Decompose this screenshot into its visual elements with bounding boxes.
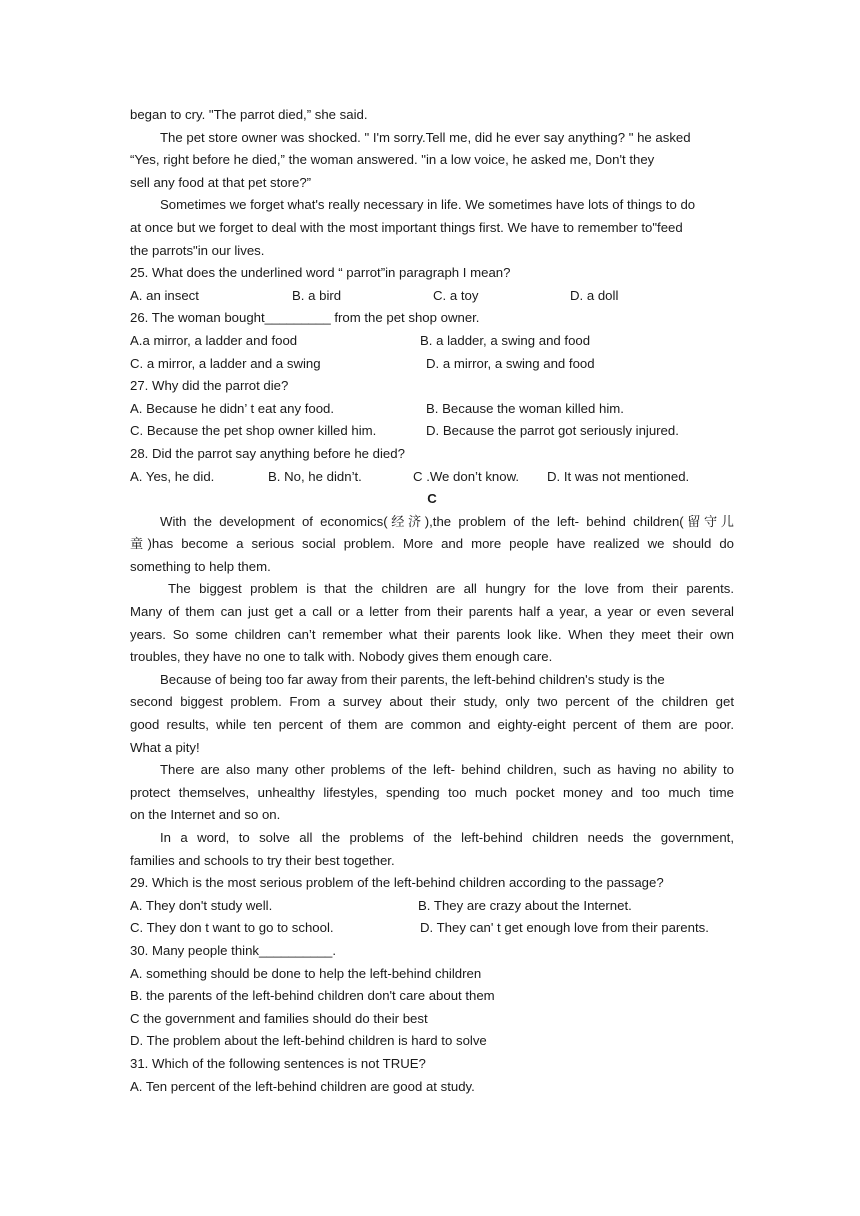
text-line: the parrots"in our lives.	[130, 242, 265, 258]
question-29-options	[130, 895, 734, 918]
question-30: 30. Many people think__________.	[130, 942, 337, 958]
option-d: D. a doll	[570, 287, 619, 303]
question-27-options	[130, 398, 734, 421]
question-27: 27. Why did the parrot die?	[130, 378, 289, 394]
question-26-options	[130, 353, 734, 376]
text-line: sell any food at that pet store?”	[130, 174, 312, 190]
question-25-options	[130, 285, 734, 308]
text-line: With the development of economics(经济),the problem of the left- behind children(留守儿	[160, 513, 734, 529]
text-line: began to cry. "The parrot died,” she said.	[130, 107, 368, 122]
text-line: In a word, to solve all the problems of the left-behind children needs the government,	[160, 830, 734, 845]
document-page	[130, 104, 734, 1098]
option-c: C .We don’t know.	[413, 468, 520, 484]
option-a: A. They don't study well.	[130, 897, 273, 913]
option-d: D. They can' t get enough love from their parents.	[420, 920, 709, 936]
text-line: “Yes, right before he died,” the woman answered. "in a low voice, he asked me, Don't they	[130, 152, 655, 168]
question-29-options	[130, 917, 734, 940]
option-d: D. It was not mentioned.	[547, 468, 690, 484]
text-line: Sometimes we forget what's really necessary in life. We sometimes have lots of things to do	[160, 197, 696, 213]
text-line: second biggest problem. From a survey about their study, only two percent of the children get	[130, 694, 734, 710]
option-a: A.a mirror, a ladder and food	[130, 332, 298, 348]
question-29: 29. Which is the most serious problem of the left-behind children according to the passage?	[130, 875, 664, 891]
option-c: C. Because the pet shop owner killed him.	[130, 423, 377, 439]
text-line: something to help them.	[130, 558, 271, 574]
question-28-options	[130, 466, 734, 489]
question-26-options	[130, 330, 734, 353]
question-28: 28. Did the parrot say anything before he died?	[130, 445, 405, 461]
section-heading: C	[427, 491, 437, 507]
option-c: C. a mirror, a ladder and a swing	[130, 355, 321, 371]
option-a: A. Ten percent of the left-behind children are good at study.	[130, 1078, 475, 1094]
option-b: B. the parents of the left-behind children don't care about them	[130, 988, 495, 1004]
option-d: D. Because the parrot got seriously injured.	[426, 423, 679, 439]
question-27-options	[130, 420, 734, 443]
text-line: troubles, they have no one to talk with. Nobody gives them enough care.	[130, 649, 553, 665]
option-d: D. The problem about the left-behind children is hard to solve	[130, 1033, 487, 1049]
option-c: C. They don t want to go to school.	[130, 920, 334, 936]
option-b: B. They are crazy about the Internet.	[418, 897, 632, 913]
option-a: A. something should be done to help the left-behind children	[130, 965, 482, 981]
question-31: 31. Which of the following sentences is not TRUE?	[130, 1055, 426, 1071]
text-line: The biggest problem is that the children are all hungry for the love from their parents.	[168, 581, 734, 597]
option-a: A. an insect	[130, 287, 199, 303]
option-c: C the government and families should do their best	[130, 1010, 428, 1026]
text-line: protect themselves, unhealthy lifestyles, spending too much pocket money and too much time	[130, 784, 734, 800]
option-c: C. a toy	[433, 287, 479, 303]
text-line: on the Internet and so on.	[130, 807, 281, 823]
option-a: A. Yes, he did.	[130, 468, 215, 484]
option-b: B. Because the woman killed him.	[426, 400, 624, 416]
question-26: 26. The woman bought_________ from the pet shop owner.	[130, 310, 480, 326]
option-b: B. a ladder, a swing and food	[420, 332, 591, 348]
text-line: good results, while ten percent of them are common and eighty-eight percent of them are poor.	[130, 717, 734, 733]
text-line: The pet store owner was shocked. " I'm sorry.Tell me, did he ever say anything? " he asked	[160, 129, 691, 145]
option-a: A. Because he didn’ t eat any food.	[130, 400, 335, 416]
option-d: D. a mirror, a swing and food	[426, 355, 595, 371]
text-line: What a pity!	[130, 739, 200, 755]
option-b: B. No, he didn’t.	[268, 468, 362, 484]
text-line: at once but we forget to deal with the most important things first. We have to remember to"feed	[130, 219, 683, 235]
option-b: B. a bird	[292, 287, 342, 303]
question-25: 25. What does the underlined word “ parrot”in paragraph I mean?	[130, 265, 511, 281]
text-line: There are also many other problems of the left- behind children, such as having no ability to	[160, 762, 734, 778]
text-line: Many of them can just get a call or a letter from their parents half a year, a year or even several	[130, 604, 734, 620]
text-line: families and schools to try their best together.	[130, 852, 395, 868]
text-line: 童)has become a serious social problem. More and more people have realized we should do	[130, 536, 734, 552]
text-line: Because of being too far away from their parents, the left-behind children's study is the	[160, 671, 665, 687]
text-line: years. So some children can’t remember what their parents look like. When they meet their own	[130, 626, 734, 642]
